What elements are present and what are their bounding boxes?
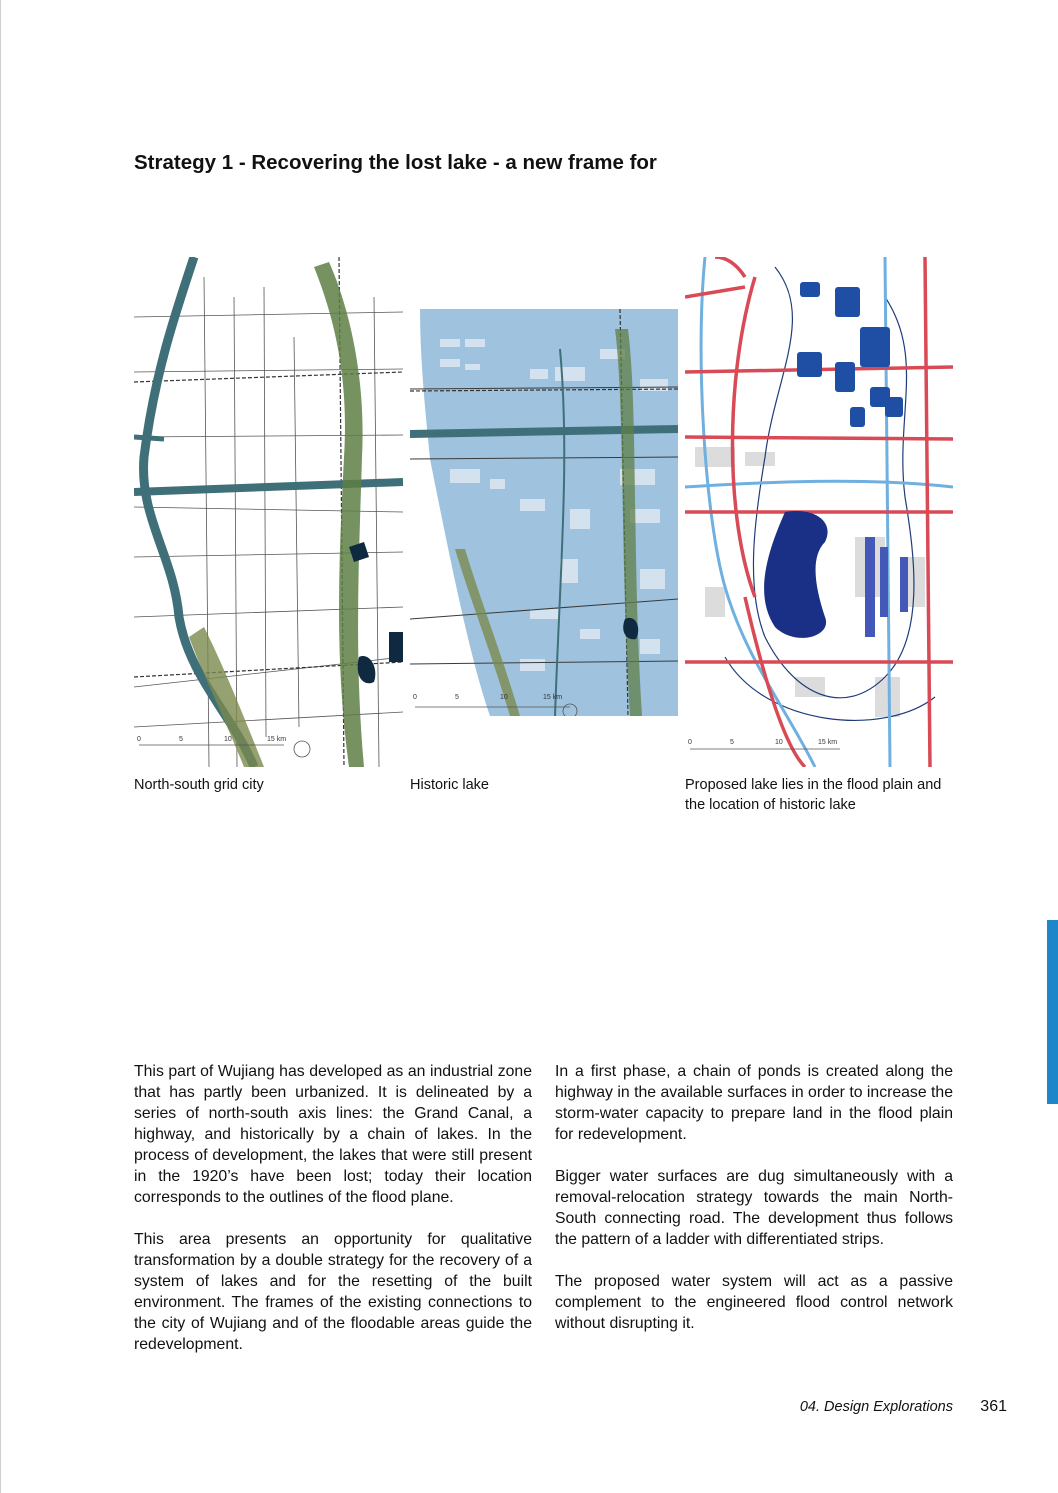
body-right-paragraph-1: In a first phase, a chain of ponds is created along the highway in the available surfaces in order to increase the storm-water capacity to prepare land in the flood plain for redevelopment. [555, 1063, 953, 1143]
caption-north-south-grid-city: North-south grid city [134, 777, 264, 793]
body-column-right [555, 1061, 953, 1355]
map1-scale-5: 5 [179, 736, 183, 743]
page-number: 361 [980, 1398, 1007, 1415]
body-right-paragraph-3: The proposed water system will act as a passive complement to the engineered flood control network without disrupting it. [555, 1273, 953, 1332]
map1-scale-10: 10 [224, 736, 232, 743]
map3-scale-15: 15 km [818, 739, 838, 746]
map2-scale-0: 0 [413, 694, 417, 701]
caption-historic-lake: Historic lake [410, 777, 489, 793]
body-left-paragraph-1: This part of Wujiang has developed as an industrial zone that has partly been urbanized. It is delineated by a series of north-south axis lines: the Grand Canal, a highway, and historically by a chain of lakes. In the process of development, the lakes that were still present in the 1920’s have been lost; today their location corresponds to the outlines of the flood plane. [134, 1063, 532, 1206]
map3-scale-5: 5 [730, 739, 734, 746]
map-historic-lake [410, 309, 678, 716]
map-proposed-lake [685, 257, 953, 767]
body-right-paragraph-2: Bigger water surfaces are dug simultaneously with a removal-relocation strategy towards the main North-South connecting road. The development thus follows the pattern of a ladder with differentiated strips. [555, 1168, 953, 1248]
body-column-left [134, 1061, 532, 1376]
footer-section-title: 04. Design Explorations [799, 1399, 953, 1415]
map1-scale-15: 15 km [267, 736, 287, 743]
map1-scale-0: 0 [137, 736, 141, 743]
body-left-paragraph-2: This area presents an opportunity for qualitative transformation by a double strategy for the recovery of a system of lakes and for the resetting of the built environment. The frames of the existing connections to the city of Wujiang and of the floodable areas guide the redevelopment. [134, 1231, 532, 1353]
map3-scale-10: 10 [775, 739, 783, 746]
page-left-rule [0, 0, 1, 1493]
map-north-south-grid-city [134, 257, 403, 767]
chapter-tab-marker [1047, 920, 1058, 1104]
caption-proposed-lake: Proposed lake lies in the flood plain and the location of historic lake [685, 777, 942, 813]
map2-scale-5: 5 [455, 694, 459, 701]
page-title: Strategy 1 - Recovering the lost lake - a new frame for [134, 151, 657, 174]
map2-scale-15: 15 km [543, 694, 563, 701]
map3-scale-0: 0 [688, 739, 692, 746]
map2-scale-10: 10 [500, 694, 508, 701]
